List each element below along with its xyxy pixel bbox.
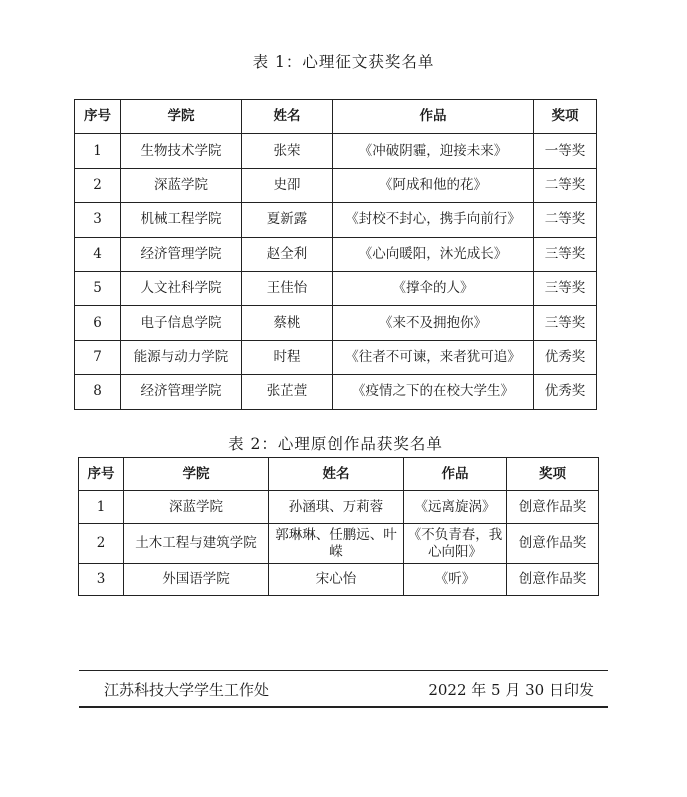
table-row	[75, 237, 597, 271]
award-table-essay	[74, 99, 597, 410]
award-table-original-works	[78, 457, 599, 596]
footer-date: 2022 年 5 月 30 日印发	[428, 681, 594, 699]
table-row	[79, 564, 599, 596]
table2-caption: 表 2：心理原创作品获奖名单	[228, 435, 443, 453]
cell-award: 三等奖	[534, 271, 597, 305]
header-award: 奖项	[507, 458, 599, 491]
header-index: 序号	[79, 458, 124, 491]
cell-award: 优秀奖	[534, 375, 597, 409]
cell-college: 机械工程学院	[121, 203, 242, 237]
cell-name: 蔡桃	[242, 306, 333, 340]
header-work: 作品	[333, 100, 534, 134]
header-name: 姓名	[269, 458, 404, 491]
table-row	[75, 134, 597, 168]
cell-college: 土木工程与建筑学院	[124, 524, 269, 564]
table1-caption: 表 1：心理征文获奖名单	[252, 53, 435, 71]
cell-index: 6	[75, 306, 121, 340]
cell-work: 《来不及拥抱你》	[333, 306, 534, 340]
header-name: 姓名	[242, 100, 333, 134]
cell-name: 王佳怡	[242, 271, 333, 305]
cell-college: 深蓝学院	[121, 168, 242, 202]
table-row	[75, 203, 597, 237]
cell-work: 《冲破阴霾，迎接未来》	[333, 134, 534, 168]
table-header-row	[79, 458, 599, 491]
cell-index: 3	[79, 564, 124, 596]
cell-index: 5	[75, 271, 121, 305]
table-row	[75, 375, 597, 409]
cell-work: 《疫情之下的在校大学生》	[333, 375, 534, 409]
footer-divider-top	[79, 670, 608, 671]
cell-college: 深蓝学院	[124, 491, 269, 524]
cell-name: 夏新露	[242, 203, 333, 237]
cell-college: 能源与动力学院	[121, 340, 242, 374]
cell-work: 《阿成和他的花》	[333, 168, 534, 202]
cell-college: 经济管理学院	[121, 375, 242, 409]
cell-index: 1	[75, 134, 121, 168]
cell-index: 2	[75, 168, 121, 202]
cell-index: 2	[79, 524, 124, 564]
header-index: 序号	[75, 100, 121, 134]
table-row	[75, 271, 597, 305]
cell-index: 1	[79, 491, 124, 524]
cell-index: 8	[75, 375, 121, 409]
cell-work: 《听》	[404, 564, 507, 596]
table-row	[75, 340, 597, 374]
header-college: 学院	[121, 100, 242, 134]
cell-award: 二等奖	[534, 168, 597, 202]
cell-award: 三等奖	[534, 306, 597, 340]
cell-name: 孙涵琪、万莉蓉	[269, 491, 404, 524]
cell-award: 优秀奖	[534, 340, 597, 374]
cell-college: 经济管理学院	[121, 237, 242, 271]
cell-college: 电子信息学院	[121, 306, 242, 340]
header-award: 奖项	[534, 100, 597, 134]
cell-college: 人文社科学院	[121, 271, 242, 305]
cell-name: 宋心怡	[269, 564, 404, 596]
table-header-row	[75, 100, 597, 134]
cell-name: 史卲	[242, 168, 333, 202]
cell-name: 张芷萱	[242, 375, 333, 409]
cell-work: 《远离旋涡》	[404, 491, 507, 524]
footer-divider-bottom	[79, 706, 608, 708]
cell-award: 二等奖	[534, 203, 597, 237]
cell-award: 创意作品奖	[507, 564, 599, 596]
cell-index: 7	[75, 340, 121, 374]
cell-name: 时程	[242, 340, 333, 374]
footer-issuer: 江苏科技大学学生工作处	[104, 681, 270, 699]
table-row	[75, 306, 597, 340]
cell-award: 一等奖	[534, 134, 597, 168]
cell-award: 创意作品奖	[507, 524, 599, 564]
table-row	[79, 524, 599, 564]
cell-work: 《封校不封心，携手向前行》	[333, 203, 534, 237]
cell-work: 《心向暖阳，沐光成长》	[333, 237, 534, 271]
cell-index: 3	[75, 203, 121, 237]
cell-name: 张荣	[242, 134, 333, 168]
table-row	[75, 168, 597, 202]
cell-work: 《撑伞的人》	[333, 271, 534, 305]
table-row	[79, 491, 599, 524]
cell-award: 三等奖	[534, 237, 597, 271]
cell-work: 《往者不可谏，来者犹可追》	[333, 340, 534, 374]
cell-work: 《不负青春，我心向阳》	[404, 524, 507, 564]
cell-award: 创意作品奖	[507, 491, 599, 524]
header-college: 学院	[124, 458, 269, 491]
header-work: 作品	[404, 458, 507, 491]
cell-index: 4	[75, 237, 121, 271]
cell-name: 赵全利	[242, 237, 333, 271]
cell-college: 生物技术学院	[121, 134, 242, 168]
cell-college: 外国语学院	[124, 564, 269, 596]
cell-name: 郭琳琳、任鹏远、叶嵘	[269, 524, 404, 564]
